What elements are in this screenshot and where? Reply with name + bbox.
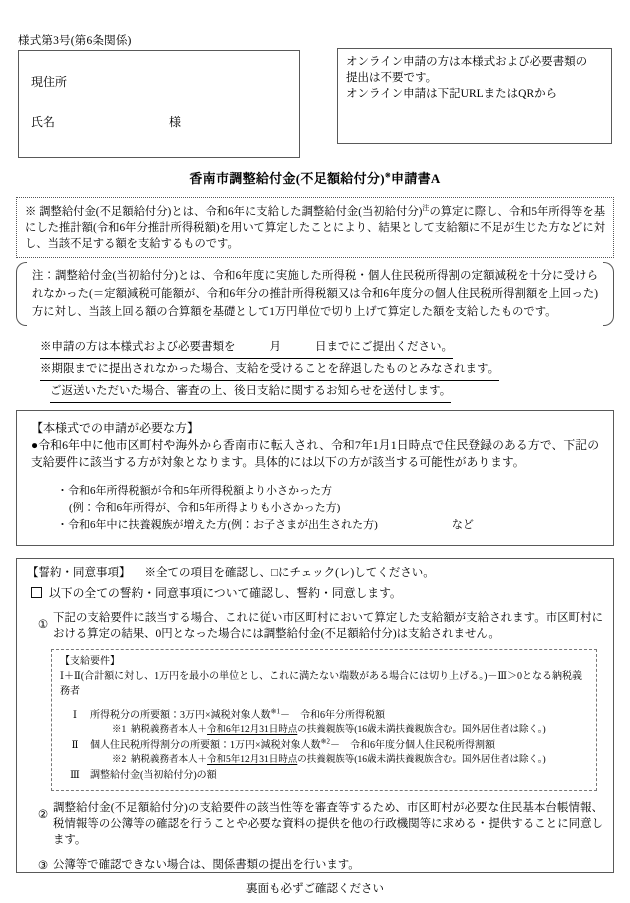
eligibility-etc-label: など <box>451 519 474 531</box>
requirements-heading: 【支給要件】 <box>60 656 120 667</box>
definition-note-text <box>25 204 605 252</box>
page-title-suffix: 申請書A <box>391 171 441 186</box>
requirement-text-3: 調整給付金(当初給付分)の額 <box>90 770 217 781</box>
eligibility-list <box>31 483 599 534</box>
requirement-text-2-a: 個人住民税所得割分の所要額：1万円×減税対象人数 <box>90 740 321 751</box>
footnote-text: 注：調整給付金(当初給付分)とは、令和6年度に実施した所得税・個人住民税所得割の定額減税を十分に受けられなかった(＝定額減税可能額が、令和6年分の推計所得税額又は令和6年度分の個人住民税所得割額を上回った)方に対し、当該上回る額の合算額を基礎として1万円単位で切り上げて算定した額を支給したものです。 <box>32 270 598 318</box>
pledge-item-2-number: ② <box>37 809 49 821</box>
requirement-line-2 <box>60 738 588 753</box>
requirement-note-2-a: 納税義務者本人＋ <box>131 755 208 765</box>
pledge-item-3-text: 公簿等で確認できない場合は、関係書類の提出を行います。 <box>53 859 360 871</box>
online-application-notice <box>337 48 612 144</box>
deadline-month-label: 月 <box>269 341 281 353</box>
footnote-bracket-box <box>16 262 614 326</box>
eligibility-heading: 【本様式での申請が必要な方】 <box>31 421 200 435</box>
consent-all-label: 以下の全ての誓約・同意事項について確認し、誓約・同意します。 <box>49 586 402 600</box>
eligibility-example-1: (例：令和6年所得が、令和5年所得よりも小さかった方) <box>69 502 341 514</box>
pledge-item-3-number: ③ <box>37 860 49 872</box>
pledge-consent-box <box>16 558 614 873</box>
requirement-numeral-1: Ⅰ <box>73 710 77 721</box>
eligibility-item-3: ・令和6年中に扶養親族が増えた方(例：お子さまが出生された方) <box>57 519 378 531</box>
page-footer: 裏面も必ずご確認ください <box>246 883 384 895</box>
name-honorific: 様 <box>169 115 182 129</box>
requirement-text-1-a: 所得税分の所要額：3万円×減税対象人数 <box>90 710 271 721</box>
definition-note-part-a: ※ 調整給付金(不足額給付分)とは、令和6年に支給した調整給付金(当初給付分) <box>25 206 423 218</box>
pledge-heading: 【誓約・同意事項】 <box>27 567 131 579</box>
definition-note-box <box>16 197 614 258</box>
pledge-item-1 <box>27 610 603 642</box>
deadline-line-1 <box>40 338 600 359</box>
pledge-item-2 <box>27 800 603 848</box>
applicant-info-box <box>18 50 300 158</box>
page-title <box>0 168 630 187</box>
address-label: 現住所 <box>31 75 68 89</box>
requirement-note-1-label: ※1 <box>112 725 127 735</box>
deadline-line-3-text: ご返送いただいた場合、審査の上、後日支給に関するお知らせを送付します。 <box>50 382 451 403</box>
pledge-item-3 <box>27 857 603 873</box>
requirement-mark-2: ※2 <box>320 737 331 746</box>
list-item <box>57 500 599 517</box>
requirement-note-1-b: の扶養親族等(16歳未満扶養親族含む。国外居住者は除く。) <box>297 725 546 735</box>
deadline-line-1-prefix: ※申請の方は本様式および必要書類を <box>40 341 236 353</box>
eligibility-lead-text: ●令和6年中に他市区町村や海外から香南市に転入され、令和7年1月1日時点で住民登録のある方で、下記の支給要件に該当する方が対象となります。具体的には以下の方が該当する可能性があります。 <box>31 438 599 469</box>
deadline-line-2-text: ※期限までに提出されなかった場合、支給を受けることを辞退したものとみなされます。 <box>40 360 499 381</box>
requirement-numeral-2: Ⅱ <box>71 740 79 751</box>
online-notice-line-2: 提出は不要です。 <box>346 72 438 84</box>
online-notice-line-3: オンライン申請は下記URLまたはQRから <box>346 88 558 100</box>
requirement-line-3 <box>60 768 588 783</box>
deadline-day-label: 日までにご提出ください。 <box>315 341 453 353</box>
form-number: 様式第3号(第6条関係) <box>18 35 132 47</box>
pledge-item-2-text: 調整給付金(不足額給付分)の支給要件の該当性等を審査等するため、市区町村が必要な住民基本台帳情報、税情報等の公簿等の確認を行うことや必要な資料の提供を他の行政機関等に求める・提供することに同意します。 <box>53 802 603 846</box>
requirements-items <box>60 708 588 783</box>
definition-note-part-b: の算定に際し、令和5年所得等を基にした推計額(令和6年分推計所得税額)を用いて算定したことにより、結果として支給額に不足が生じた方などに対し、当該不足する額を支給するものです。 <box>25 206 605 250</box>
deadline-notices <box>40 338 600 404</box>
online-notice-line-1: オンライン申請の方は本様式および必要書類の <box>346 56 588 68</box>
requirement-numeral-3: Ⅲ <box>70 770 80 781</box>
page-title-main: 香南市調整給付金(不足額給付分) <box>189 171 385 186</box>
deadline-line-2 <box>40 360 600 381</box>
requirement-text-1 <box>90 708 385 723</box>
definition-note-mark: 注 <box>422 204 430 213</box>
requirement-text-1-b: － 令和6年分所得税額 <box>280 710 386 721</box>
payment-requirements-box <box>51 649 597 791</box>
requirement-line-1 <box>60 708 588 723</box>
requirement-mark-1: ※1 <box>270 707 281 716</box>
requirement-note-1-a: 納税義務者本人＋ <box>131 725 208 735</box>
deadline-line-3 <box>40 382 600 403</box>
list-item: ・令和6年所得税額が令和5年所得税額より小さかった方 <box>57 485 332 497</box>
title-reference-mark: ※ <box>384 171 392 180</box>
name-label: 氏名 <box>31 115 56 129</box>
requirement-note-2 <box>60 753 588 768</box>
requirement-note-2-underline: 令和5年12月31日時点 <box>207 755 298 765</box>
pledge-heading-note: ※全ての項目を確認し、□にチェック(レ)してください。 <box>144 567 435 579</box>
requirements-formula: Ⅰ＋Ⅱ(合計額に対し、1万円を最小の単位とし、これに満たない端数がある場合には切り上げる。)－Ⅲ＞0となる納税義務者 <box>60 671 583 697</box>
eligibility-box <box>16 410 614 546</box>
pledge-item-1-number: ① <box>37 619 49 631</box>
pledge-heading-row <box>27 565 603 582</box>
requirement-text-2 <box>90 738 495 753</box>
requirement-note-1-underline: 令和6年12月31日時点 <box>207 725 298 735</box>
pledge-item-1-text: 下記の支給要件に該当する場合、これに従い市区町村において算定した支給額が支給されます。市区町村における算定の結果、0円となった場合には調整給付金(不足額給付分)は支給されません。 <box>53 612 603 640</box>
consent-all-row[interactable] <box>27 585 603 601</box>
list-item <box>57 517 599 534</box>
requirement-note-1 <box>60 723 588 738</box>
checkbox-icon[interactable] <box>31 587 42 598</box>
requirement-note-2-b: の扶養親族等(16歳未満扶養親族含む。国外居住者は除く。) <box>297 755 546 765</box>
requirement-note-2-label: ※2 <box>112 755 127 765</box>
requirement-text-2-b: － 令和6年度分個人住民税所得割額 <box>330 740 496 751</box>
